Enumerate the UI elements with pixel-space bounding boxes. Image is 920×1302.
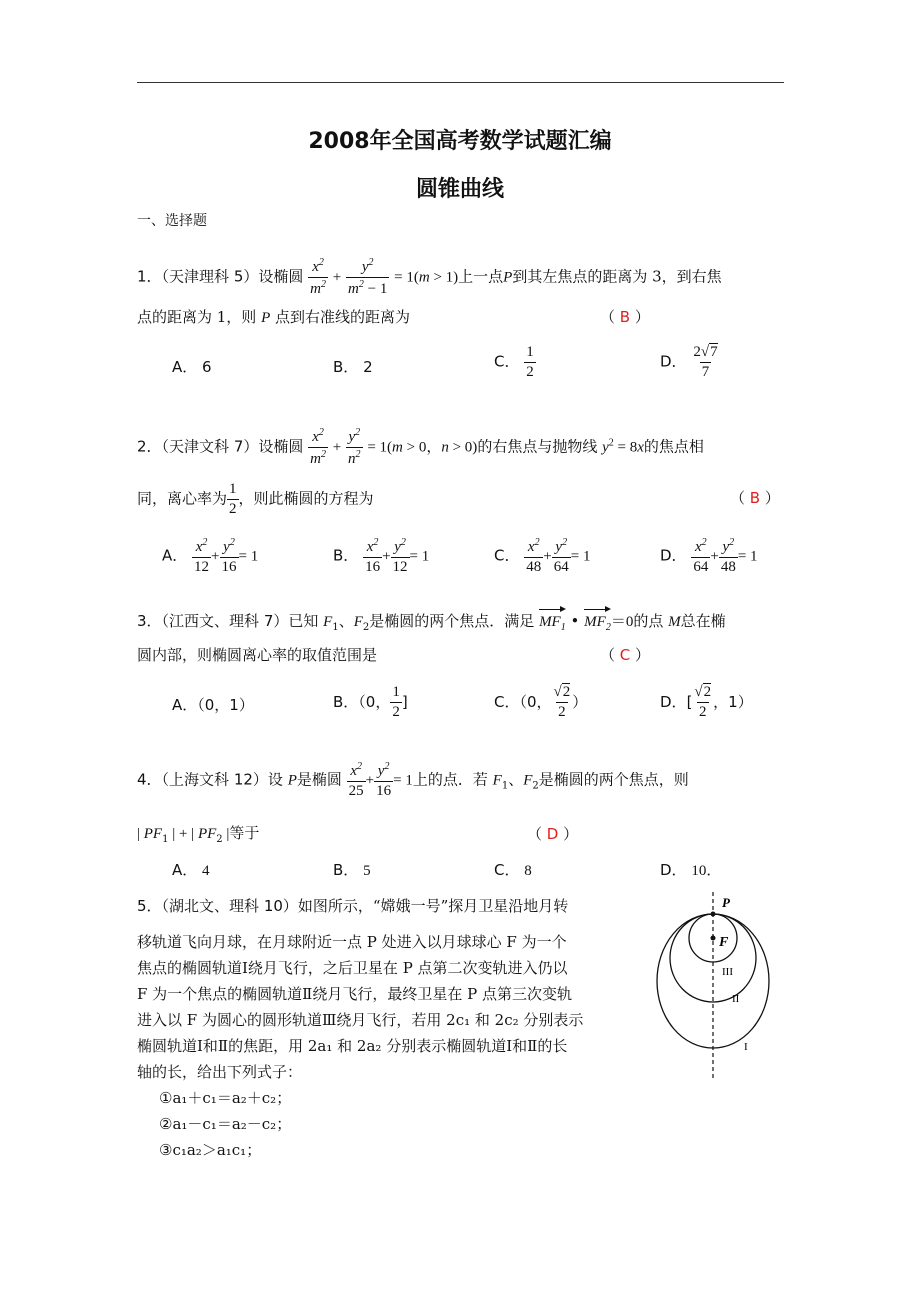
page-subtitle: 圆锥曲线: [415, 177, 504, 202]
question-2-answer: （ B ）: [730, 489, 780, 507]
q4-option-a: A． 4: [172, 861, 210, 879]
question-4-line-2: | $PF_1$ | + | $PF_2$ |等于: [137, 824, 260, 845]
question-2-line-2: 同，离心率为 $\frac{1}{2}$ ，则此椭圆的方程为: [137, 481, 374, 517]
formula-3: ③c₁a₂＞a₁c₁；: [159, 1141, 262, 1159]
q3-option-c: C．（0， $\frac{√2}{2}$ ）: [494, 684, 588, 720]
label-ii: II: [732, 993, 740, 1005]
question-1-line-2: 点的距离为 1，则 P 点到右准线的距离为: [137, 308, 411, 326]
header-rule: [137, 82, 784, 83]
orbit-diagram: [650, 890, 780, 1080]
question-1-answer: （ B ）: [600, 308, 650, 326]
section-heading: 一、选择题: [137, 213, 207, 229]
point-p: [711, 912, 716, 917]
question-3-line-1: 3．（江西文、理科 7）已知 $F_1$、$F_2$是椭圆的两个焦点．满足 $MF_1$ • $MF_2=0$的点 M总在椭: [137, 611, 726, 638]
page-title: 2008年全国高考数学试题汇编: [308, 129, 612, 154]
question-2-line-1: 2．（天津文科 7）设椭圆 $\frac{x^2}{m^2}$ + $\frac{y^2}{n^2}$ = 1(m > 0，n > 0)的右焦点与抛物线 $y^2 = 8x$的焦点相: [137, 427, 704, 467]
formula-1: ①a₁＋c₁＝a₂＋c₂；: [159, 1089, 292, 1107]
question-3-line-2: 圆内部，则椭圆离心率的取值范围是: [137, 646, 378, 664]
label-iii: III: [722, 966, 733, 978]
q2-option-b: B． $\frac{x^2}{16}$ + $\frac{y^2}{12}$ = 1: [333, 537, 430, 575]
q4-option-d: D． 10．: [660, 861, 722, 879]
q1-option-d: D． $\frac{2√7}{7}$: [660, 344, 718, 380]
q1-option-c: C． $\frac{1}{2}$: [494, 344, 534, 380]
label-p: P: [722, 895, 730, 910]
q3-option-b: B．（0， $\frac{1}{2}$ ]: [333, 684, 408, 720]
fraction-x2-m2: $\frac{x^2}{m^2}$: [310, 257, 326, 297]
question-5-text: 5．（湖北文、理科 10）如图所示，“嫦娥一号”探月卫星沿地月转 移轨道飞向月球，在月球附近一点 P 处进入以月球球心 F 为一个 焦点的椭圆轨道Ⅰ绕月飞行，之后卫星在 P 点第二次变轨进入仍以 F 为一个焦点的椭圆轨道Ⅱ绕月飞行，最终卫星在 P 点第三次变轨 进入以 F 为圆心的圆形轨道Ⅲ绕月飞行，若用 2c₁ 和 2c₂ 分别表示 椭圆轨道Ⅰ和Ⅱ的焦距，用 2a₁ 和 2a₂ 分别表示椭圆轨道Ⅰ和Ⅱ的长 轴的长，给出下列式子： ①a₁＋c₁＝a₂＋c₂； ②a₁－c₁＝a₂－c₂； ③c₁a₂＞a₁c₁；: [137, 893, 607, 1163]
q3-option-a: A．（0，1）: [172, 696, 254, 714]
label-f: F: [719, 935, 729, 950]
q4-option-c: C． 8: [494, 861, 532, 879]
q2-option-d: D． $\frac{x^2}{64}$ + $\frac{y^2}{48}$ = 1: [660, 537, 758, 575]
label-i: I: [744, 1041, 748, 1053]
formula-2: ②a₁－c₁＝a₂－c₂；: [159, 1115, 292, 1133]
question-4-line-1: 4．（上海文科 12）设 P是椭圆 $\frac{x^2}{25}$ + $\frac{y^2}{16}$ = 1上的点．若 $F_1$、$F_2$是椭圆的两个焦点，则: [137, 761, 689, 799]
q4-option-b: B． 5: [333, 861, 371, 879]
question-1-line-1: 1．（天津理科 5）设椭圆 $\frac{x^2}{m^2}$ + $\frac{y^2}{m^2 - 1}$ = 1(m > 1)上一点P到其左焦点的距离为 3，到右焦: [137, 257, 722, 297]
q2-option-a: A． $\frac{x^2}{12}$ + $\frac{y^2}{16}$ = 1: [162, 537, 259, 575]
q1-option-b: B． 2: [333, 358, 373, 376]
fraction-y2-m2-1: $\frac{y^2}{m^2 - 1}$: [348, 257, 388, 297]
q3-option-d: D．[ $\frac{√2}{2}$ ，1）: [660, 684, 753, 720]
point-f: [711, 936, 716, 941]
q1-option-a: A． 6: [172, 358, 212, 376]
question-3-answer: （ C ）: [600, 646, 651, 664]
question-4-answer: （ D ）: [527, 825, 579, 843]
q2-option-c: C． $\frac{x^2}{48}$ + $\frac{y^2}{64}$ = 1: [494, 537, 591, 575]
